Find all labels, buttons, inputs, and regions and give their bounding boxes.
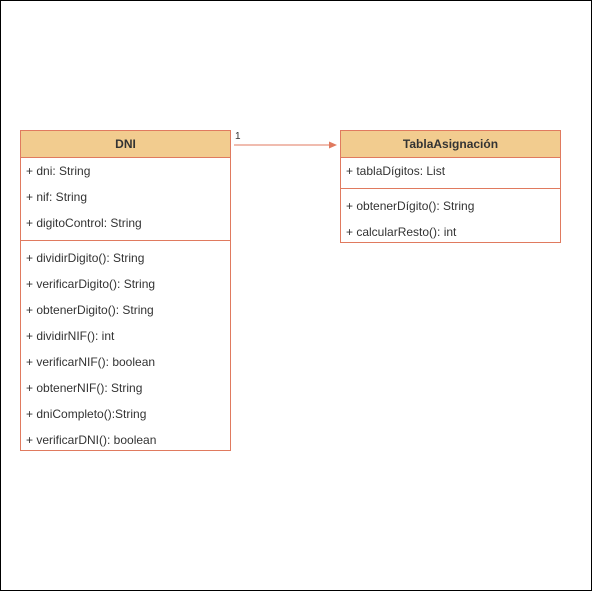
association-multiplicity: 1 [235,131,241,142]
class-dni[interactable] [20,130,231,451]
method: + dividirNIF(): int [26,329,115,343]
class-tabla-asignacion-name: TablaAsignación [341,131,560,158]
attribute: + tablaDígitos: List [346,164,446,178]
attribute: + nif: String [26,190,88,204]
class-dni-divider [21,240,230,241]
class-tabla-asignacion[interactable] [340,130,561,243]
method: + calcularResto(): int [346,225,457,239]
class-dni-name: DNI [21,131,230,158]
method: + obtenerDigito(): String [26,303,154,317]
class-tabla-asignacion-attributes [341,158,560,184]
attribute: + dni: String [26,164,91,178]
method: + dniCompleto():String [26,407,147,421]
class-tabla-asignacion-methods [341,193,560,245]
class-tabla-asignacion-divider [341,188,560,189]
method: + dividirDigito(): String [26,251,145,265]
method: + verificarNIF(): boolean [26,355,156,369]
class-dni-methods [21,245,230,453]
method: + obtenerDígito(): String [346,199,475,213]
method: + verificarDNI(): boolean [26,433,157,447]
class-dni-attributes [21,158,230,236]
method: + obtenerNIF(): String [26,381,143,395]
attribute: + digitoControl: String [26,216,142,230]
method: + verificarDigito(): String [26,277,156,291]
